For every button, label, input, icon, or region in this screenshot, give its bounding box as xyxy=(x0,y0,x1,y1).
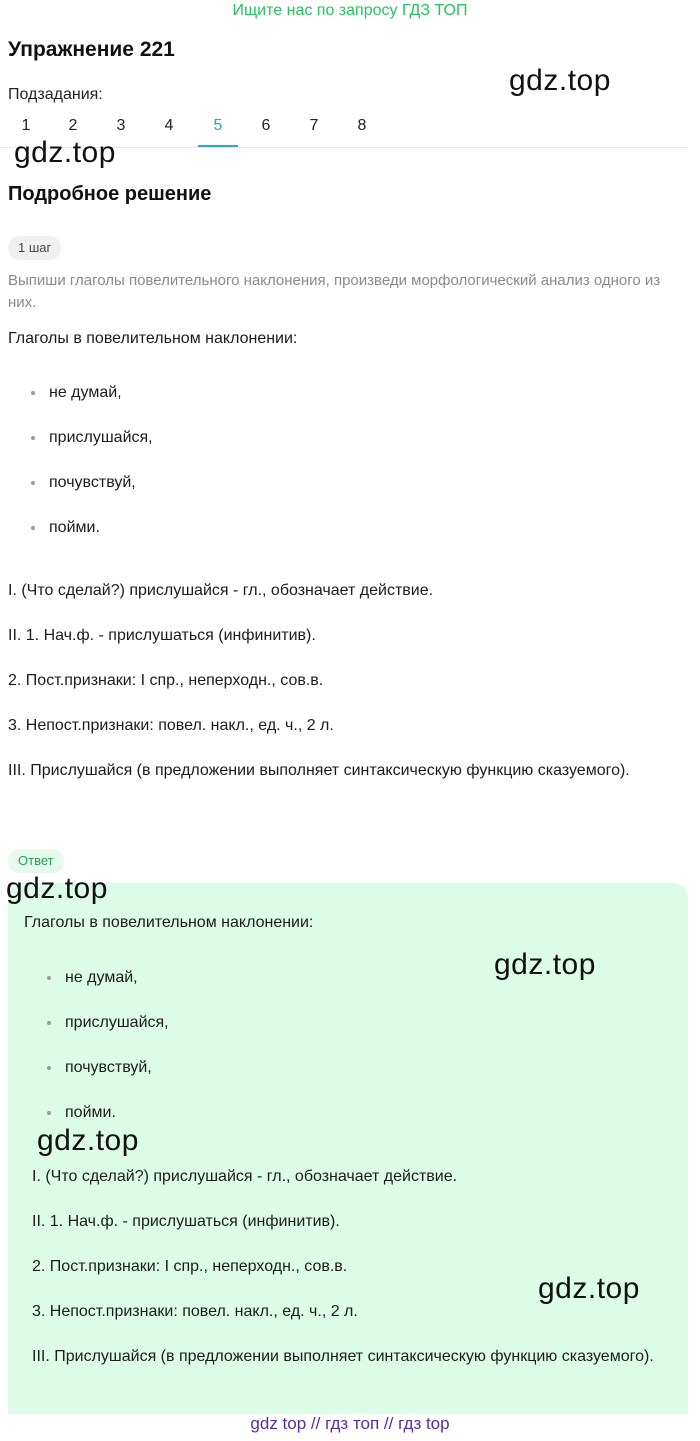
list-item: не думай, xyxy=(8,382,668,427)
tab-2[interactable]: 2 xyxy=(68,117,78,134)
list-item: пойми. xyxy=(8,517,668,562)
analysis-line: II. 1. Нач.ф. - прислушаться (инфинитив). xyxy=(8,627,316,644)
answer-verb-list xyxy=(24,967,684,1147)
answer-badge: Ответ xyxy=(8,849,64,873)
watermark: gdz.top xyxy=(538,1272,640,1305)
watermark: gdz.top xyxy=(6,872,108,905)
analysis-line: 3. Непост.признаки: повел. накл., ед. ч., 2 л. xyxy=(32,1303,358,1320)
watermark: gdz.top xyxy=(494,948,596,981)
top-banner[interactable]: Ищите нас по запросу ГДЗ ТОП xyxy=(232,2,468,19)
solution-analysis xyxy=(8,568,678,787)
step-badge: 1 шаг xyxy=(8,236,61,260)
footer-links[interactable]: gdz top // гдз топ // гдз top xyxy=(250,1414,450,1433)
analysis-line: 3. Непост.признаки: повел. накл., ед. ч., 2 л. xyxy=(8,717,334,734)
section-title: Подробное решение xyxy=(8,183,212,205)
analysis-line: 2. Пост.признаки: I спр., неперходн., сов.в. xyxy=(32,1258,348,1275)
answer-intro: Глаголы в повелительном наклонении: xyxy=(24,914,314,931)
list-item: прислушайся, xyxy=(8,427,668,472)
analysis-line: III. Прислушайся (в предложении выполняет синтаксическую функцию сказуемого). xyxy=(8,762,630,779)
answer-analysis xyxy=(32,1154,672,1373)
analysis-line: 2. Пост.признаки: I спр., неперходн., сов.в. xyxy=(8,672,324,689)
tab-8[interactable]: 8 xyxy=(357,117,367,134)
list-item: не думай, xyxy=(24,967,684,1012)
list-item: почувствуй, xyxy=(24,1057,684,1102)
solution-intro: Глаголы в повелительном наклонении: xyxy=(8,330,298,347)
list-item: почувствуй, xyxy=(8,472,668,517)
tab-7[interactable]: 7 xyxy=(309,117,319,134)
task-text: Выпиши глаголы повелительного наклонения, произведи морфологический анализ одного из них. xyxy=(8,272,661,311)
solution-verb-list xyxy=(8,382,668,562)
tab-6[interactable]: 6 xyxy=(261,117,271,134)
watermark: gdz.top xyxy=(37,1124,139,1157)
list-item: пойми. xyxy=(24,1102,684,1147)
tab-1[interactable]: 1 xyxy=(21,117,31,134)
list-item: прислушайся, xyxy=(24,1012,684,1057)
analysis-line: III. Прислушайся (в предложении выполняет синтаксическую функцию сказуемого). xyxy=(32,1348,654,1365)
watermark: gdz.top xyxy=(14,136,116,169)
tab-4[interactable]: 4 xyxy=(164,117,174,134)
analysis-line: I. (Что сделай?) прислушайся - гл., обозначает действие. xyxy=(32,1168,458,1185)
tab-5[interactable]: 5 xyxy=(198,110,238,147)
watermark: gdz.top xyxy=(509,64,611,97)
exercise-title: Упражнение 221 xyxy=(8,38,175,61)
tab-3[interactable]: 3 xyxy=(116,117,126,134)
analysis-line: I. (Что сделай?) прислушайся - гл., обозначает действие. xyxy=(8,582,434,599)
subtasks-label: Подзадания: xyxy=(8,86,103,103)
analysis-line: II. 1. Нач.ф. - прислушаться (инфинитив). xyxy=(32,1213,340,1230)
